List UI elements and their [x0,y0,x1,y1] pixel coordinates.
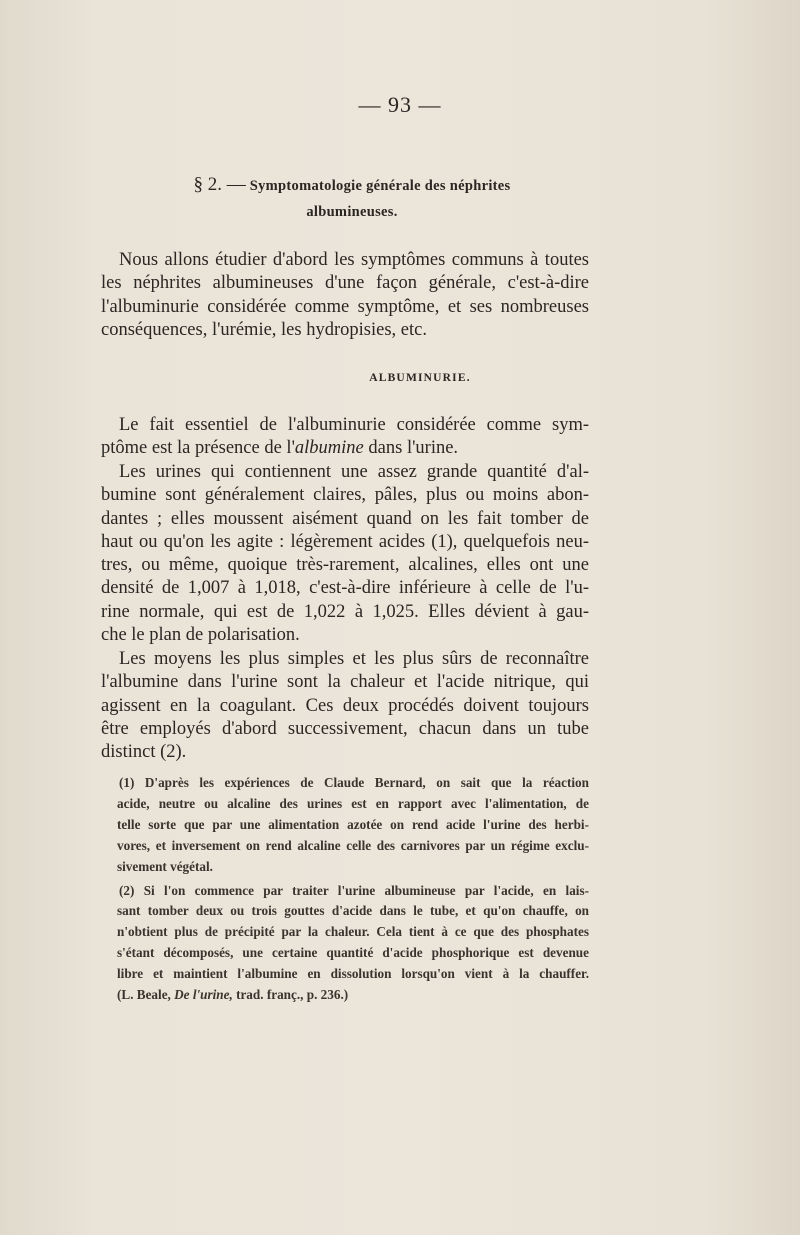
text-line: les néphrites albumineuses d'une façon générale, c'est-à-dire [101,273,589,294]
text-line: Les urines qui contiennent une assez grande quantité d'al- [119,462,589,482]
text-line: l'albuminurie considérée comme symptôme, et ses nombreuses [101,296,589,317]
intro-paragraph [101,249,589,342]
text-line: bumine sont généralement claires, pâles, plus ou moins abon- [101,485,589,506]
text-line: tres, ou même, quoique très-rarement, alcalines, elles ont une [101,555,589,576]
text-fragment: (L. Beale, [117,987,175,1003]
text-line [101,437,589,460]
text-line: densité de 1,007 à 1,018, c'est-à-dire inférieure à celle de l'u- [101,578,589,599]
footnote-citation [117,985,589,1006]
italic-title: De l'urine, [174,987,233,1003]
text-line: dantes ; elles moussent aisément quand on les fait tomber de [101,508,589,529]
section-heading [142,172,562,225]
text-fragment: dans l'urine. [363,438,459,459]
footnote-line: (1) D'après les expériences de Claude Bernard, on sait que la réaction [119,775,589,790]
text-line: être employés d'abord successivement, chacun dans un tube [101,718,589,739]
text-fragment: trad. franç., p. 236.) [232,987,349,1003]
text-line: Nous allons étudier d'abord les symptômes communs à toutes [119,250,589,270]
text-line: haut ou qu'on les agite : légèrement acides (1), quelquefois neu- [101,531,589,552]
footnote-line: n'obtient plus de précipité par la chaleur. Cela tient à ce que des phosphates [117,924,589,940]
paragraph-2 [101,461,589,647]
section-number: § 2. — [193,174,246,195]
footnote-1 [117,773,589,878]
footnote-line: s'étant décomposés, une certaine quantité d'acide phosphorique est devenue [117,945,589,961]
section-title-line2: albumineuses. [306,204,398,220]
footnote-line: vores, et inversement on rend alcaline celle des carnivores par un régime exclu- [117,837,589,853]
section-title-line1: Symptomatologie générale des néphrites [249,178,511,194]
text-line: agissent en la coagulant. Ces deux procédés doivent toujours [101,695,589,716]
footnote-line: (2) Si l'on commence par traiter l'urine albumineuse par l'acide, en lais- [119,882,589,898]
text-line: distinct (2). [101,742,187,763]
footnote-line: acide, neutre ou alcaline des urines est en rapport avec l'alimentation, de [117,795,589,811]
subheading-albuminurie: ALBUMINURIE. [369,372,471,384]
text-line: rine normale, qui est de 1,022 à 1,025. Elles dévient à gau- [101,601,589,622]
footnotes [117,773,589,1009]
italic-term: albumine [294,438,364,459]
footnote-2 [117,881,589,1006]
section-heading-line1 [142,172,562,199]
paragraph-3 [101,648,589,764]
text-fragment: ptôme est la présence de l' [101,438,295,459]
footnote-line: libre et maintient l'albumine en dissolution lorsqu'on vient à la chauffer. [117,966,589,982]
paragraph-1 [101,414,589,461]
footnote-line: sivement végétal. [117,858,213,874]
text-line: Les moyens les plus simples et les plus sûrs de reconnaître [119,649,589,669]
text-line: che le plan de polarisation. [101,625,300,646]
text-line: l'albumine dans l'urine sont la chaleur et l'acide nitrique, qui [101,672,589,693]
page-number: — 93 — [358,92,442,117]
text-line: conséquences, l'urémie, les hydropisies, etc. [101,319,427,340]
text-line: Le fait essentiel de l'albuminurie considérée comme sym- [119,415,589,435]
footnote-line: telle sorte que par une alimentation azotée on rend acide l'urine des herbi- [117,816,589,832]
footnote-line: sant tomber deux ou trois gouttes d'acide dans le tube, et qu'on chauffe, on [117,903,589,919]
